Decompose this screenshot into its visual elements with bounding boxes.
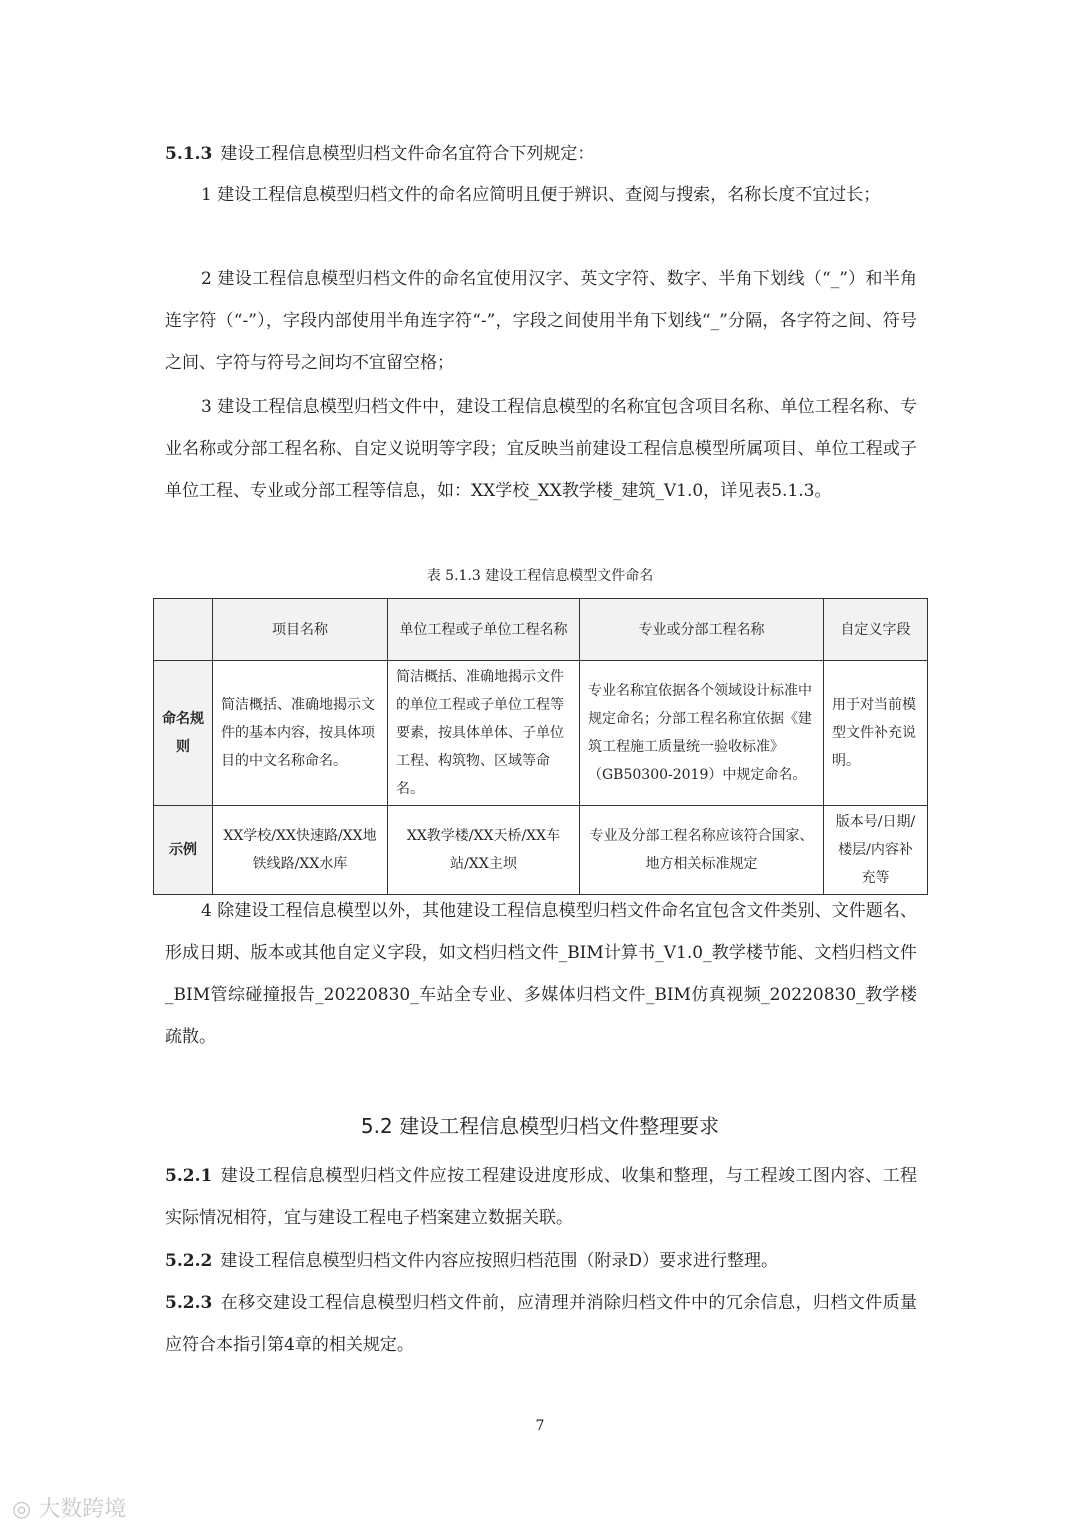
watermark-text: 大数跨境 xyxy=(38,1497,127,1522)
table-row xyxy=(154,806,928,895)
table-cell: 简洁概括、准确地揭示文件的单位工程或子单位工程等要素，按具体单体、子单位工程、构筑物、区域等命名。 xyxy=(388,661,580,806)
header-empty xyxy=(154,599,213,661)
table-cell: 版本号/日期/楼层/内容补充等 xyxy=(824,806,928,895)
table-cell: 简洁概括、准确地揭示文件的基本内容，按具体项目的中文名称命名。 xyxy=(213,661,388,806)
item-3: 3 建设工程信息模型归档文件中，建设工程信息模型的名称宜包含项目名称、单位工程名称、专业名称或分部工程名称、自定义说明等字段；宜反映当前建设工程信息模型所属项目、单位工程或子单位工程、专业或分部工程等信息，如：XX学校_XX教学楼_建筑_V1.0，详见表5.1.3。 xyxy=(165,397,917,501)
row-head-naming-rule: 命名规则 xyxy=(154,661,213,806)
clause-text: 建设工程信息模型归档文件应按工程建设进度形成、收集和整理，与工程竣工图内容、工程实际情况相符，宜与建设工程电子档案建立数据关联。 xyxy=(165,1166,917,1228)
row-head-example: 示例 xyxy=(154,806,213,895)
table-caption: 表 5.1.3 建设工程信息模型文件命名 xyxy=(426,568,654,584)
table-cell: 专业名称宜依据各个领域设计标准中规定命名；分部工程名称宜依据《建筑工程施工质量统一验收标准》（GB50300-2019）中规定命名。 xyxy=(580,661,824,806)
section-heading-5-2: 5.2 建设工程信息模型归档文件整理要求 xyxy=(360,1114,720,1138)
header-discipline-name: 专业或分部工程名称 xyxy=(580,599,824,661)
page-number: 7 xyxy=(535,1418,545,1434)
clause-text: 建设工程信息模型归档文件内容应按照归档范围（附录D）要求进行整理。 xyxy=(220,1251,778,1271)
table-row xyxy=(154,661,928,806)
watermark-logo xyxy=(12,1492,126,1523)
watermark-icon: ◎ xyxy=(12,1497,32,1522)
clause-5-2-3 xyxy=(165,1282,917,1366)
table-cell: 专业及分部工程名称应该符合国家、地方相关标准规定 xyxy=(580,806,824,895)
clause-number: 5.1.3 xyxy=(165,144,213,164)
header-unit-name: 单位工程或子单位工程名称 xyxy=(388,599,580,661)
header-custom-field: 自定义字段 xyxy=(824,599,928,661)
table-header-row xyxy=(154,599,928,661)
item-2: 2 建设工程信息模型归档文件的命名宜使用汉字、英文字符、数字、半角下划线（“_”）和半角连字符（“-”），字段内部使用半角连字符“-”，字段之间使用半角下划线“_”分隔，各字符之间、符号之间、字符与符号之间均不宜留空格； xyxy=(165,269,917,373)
table-cell: XX教学楼/XX天桥/XX车站/XX主坝 xyxy=(388,806,580,895)
clause-5-1-3 xyxy=(165,133,917,175)
table-cell: 用于对当前模型文件补充说明。 xyxy=(824,661,928,806)
clause-5-2-2 xyxy=(165,1240,917,1282)
naming-table xyxy=(153,598,928,895)
header-project-name: 项目名称 xyxy=(213,599,388,661)
item-4: 4 除建设工程信息模型以外，其他建设工程信息模型归档文件命名宜包含文件类别、文件题名、形成日期、版本或其他自定义字段，如文档归档文件_BIM计算书_V1.0_教学楼节能、文档归档文件_BIM管综碰撞报告_20220830_车站全专业、多媒体归档文件_BIM仿真视频_20220830_教学楼疏散。 xyxy=(165,901,917,1047)
clause-number: 5.2.3 xyxy=(165,1293,213,1313)
clause-5-2-1 xyxy=(165,1155,917,1239)
clause-number: 5.2.2 xyxy=(165,1251,213,1271)
table-cell: XX学校/XX快速路/XX地铁线路/XX水库 xyxy=(213,806,388,895)
clause-number: 5.2.1 xyxy=(165,1166,213,1186)
clause-text: 在移交建设工程信息模型归档文件前，应清理并消除归档文件中的冗余信息，归档文件质量应符合本指引第4章的相关规定。 xyxy=(165,1293,917,1355)
clause-text: 建设工程信息模型归档文件命名宜符合下列规定： xyxy=(220,144,595,164)
item-1: 1 建设工程信息模型归档文件的命名应简明且便于辨识、查阅与搜索，名称长度不宜过长； xyxy=(201,185,881,205)
